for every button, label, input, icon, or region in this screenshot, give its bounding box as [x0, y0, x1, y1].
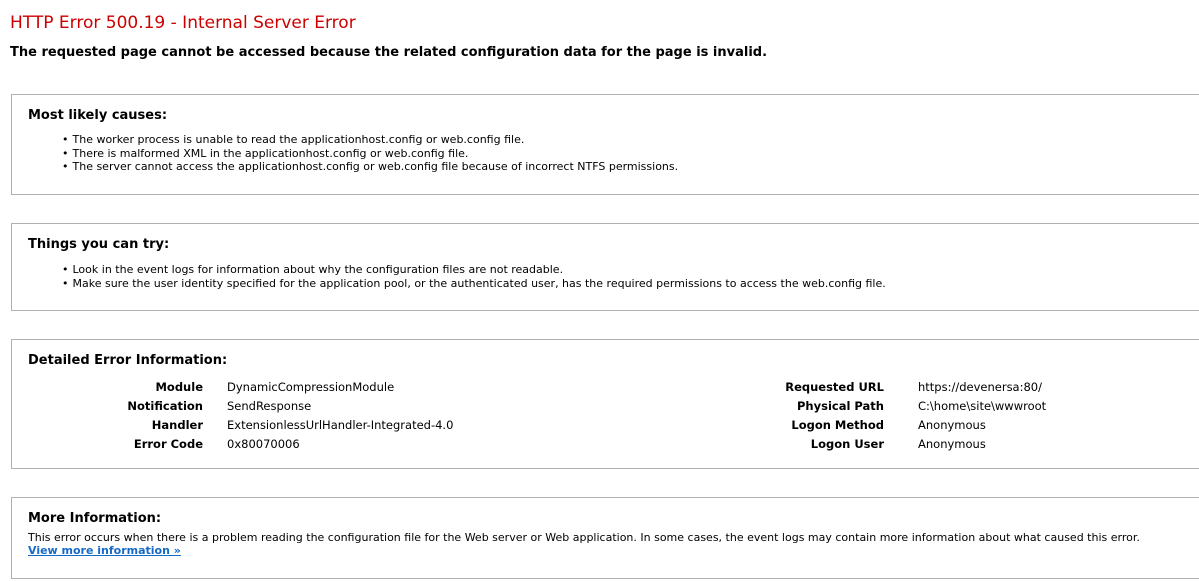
detail-label: Handler: [151, 418, 203, 432]
list-item: • Make sure the user identity specified for the application pool, or the authenticated user, has the required permissions to access the web.config file.: [62, 277, 886, 291]
detail-value: https://devenersa:80/: [918, 380, 1042, 394]
detail-label: Logon User: [810, 437, 884, 451]
detail-value: DynamicCompressionModule: [227, 380, 395, 394]
causes-list: [62, 133, 678, 174]
detail-value: C:\home\site\wwwroot: [918, 399, 1047, 413]
detail-section: [11, 339, 1199, 469]
detail-heading: Detailed Error Information:: [28, 353, 228, 368]
detail-label: Module: [155, 380, 203, 394]
view-more-info-link[interactable]: View more information »: [28, 544, 181, 557]
list-item: • Look in the event logs for information about why the configuration files are not readable.: [62, 263, 886, 277]
causes-section: [11, 94, 1199, 195]
detail-label: Error Code: [133, 437, 203, 451]
detail-label: Notification: [127, 399, 203, 413]
detail-label: Requested URL: [785, 380, 884, 394]
detail-value: Anonymous: [918, 437, 986, 451]
more-info-heading: More Information:: [28, 511, 162, 526]
detail-value: ExtensionlessUrlHandler-Integrated-4.0: [227, 418, 454, 432]
try-section: [11, 223, 1199, 311]
try-list: [62, 263, 886, 290]
detail-value: SendResponse: [227, 399, 312, 413]
list-item: • There is malformed XML in the applicationhost.config or web.config file.: [62, 147, 678, 161]
causes-heading: Most likely causes:: [28, 108, 168, 123]
detail-value: Anonymous: [918, 418, 986, 432]
detail-label: Logon Method: [791, 418, 884, 432]
more-info-text: This error occurs when there is a problem reading the configuration file for the Web server or Web application. In some cases, the event logs may contain more information about what caused this error.: [28, 531, 1140, 544]
try-heading: Things you can try:: [28, 237, 170, 252]
more-info-section: [11, 497, 1199, 579]
list-item: • The server cannot access the applicationhost.config or web.config file because of incorrect NTFS permissions.: [62, 160, 678, 174]
detail-value: 0x80070006: [227, 437, 300, 451]
list-item: • The worker process is unable to read the applicationhost.config or web.config file.: [62, 133, 678, 147]
page-title: HTTP Error 500.19 - Internal Server Error: [10, 13, 356, 33]
error-summary: The requested page cannot be accessed because the related configuration data for the page is invalid.: [10, 45, 768, 60]
detail-label: Physical Path: [797, 399, 884, 413]
more-info-link-row: [28, 544, 181, 558]
